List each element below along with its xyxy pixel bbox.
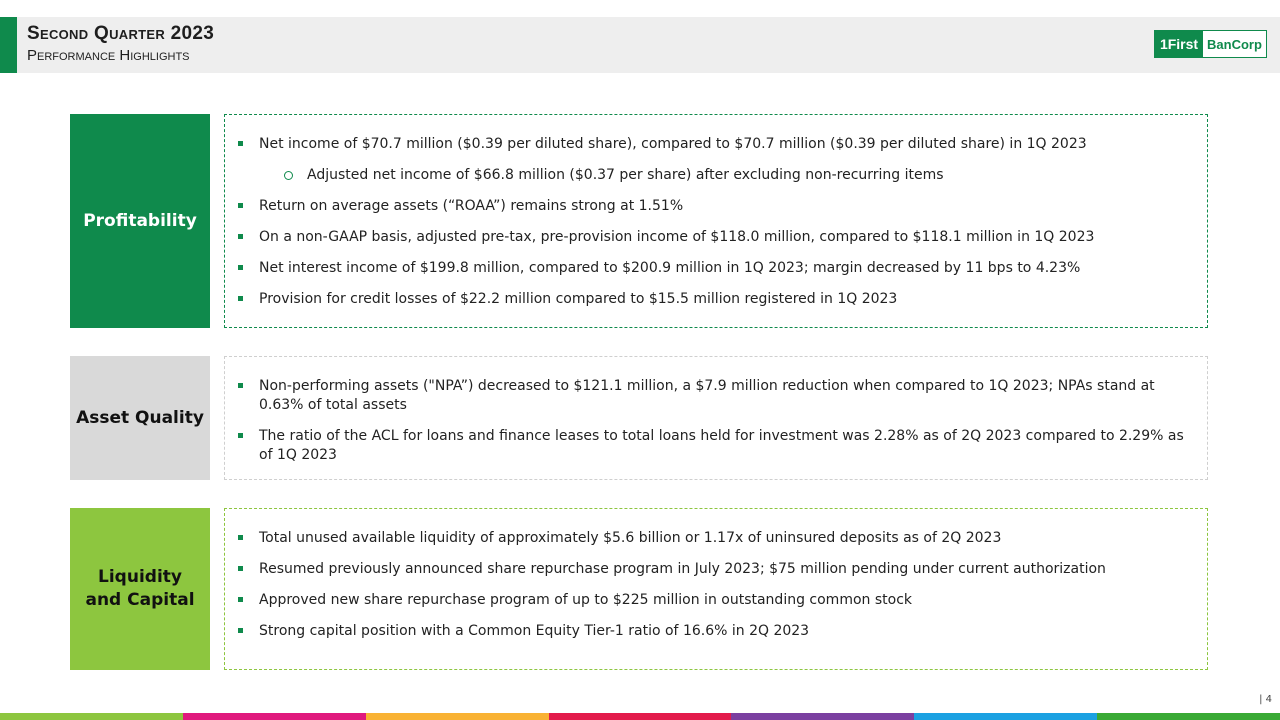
square-bullet-icon <box>238 265 243 270</box>
page-subtitle: Performance Highlights <box>27 47 190 64</box>
logo-mark: 1First <box>1155 31 1203 57</box>
list-item: Adjusted net income of $66.8 million ($0.37 per share) after excluding non-recurring items <box>238 166 1191 185</box>
list-item: Provision for credit losses of $22.2 million compared to $15.5 million registered in 1Q 2023 <box>238 290 1191 309</box>
circle-bullet-icon <box>284 171 293 180</box>
page-number: | 4 <box>1259 694 1272 705</box>
footer-color-stripe <box>0 713 1280 720</box>
list-item: The ratio of the ACL for loans and finance leases to total loans held for investment was 2.28% as of 2Q 2023 compared to 2.29% as of 1Q 2023 <box>238 427 1191 465</box>
square-bullet-icon <box>238 628 243 633</box>
footer-stripe-segment <box>1097 713 1280 720</box>
footer-stripe-segment <box>183 713 366 720</box>
section-asset-quality <box>70 356 1208 480</box>
square-bullet-icon <box>238 383 243 388</box>
section-profitability <box>70 114 1208 328</box>
footer-stripe-segment <box>549 713 732 720</box>
header-accent <box>0 17 17 73</box>
list-item: Approved new share repurchase program of up to $225 million in outstanding common stock <box>238 591 1191 610</box>
list-item: Total unused available liquidity of approximately $5.6 billion or 1.17x of uninsured deposits as of 2Q 2023 <box>238 529 1191 548</box>
section-label-asset-quality: Asset Quality <box>70 356 210 480</box>
square-bullet-icon <box>238 296 243 301</box>
section-label-profitability: Profitability <box>70 114 210 328</box>
footer-stripe-segment <box>914 713 1097 720</box>
section-liquidity-capital <box>70 508 1208 670</box>
list-item: Net interest income of $199.8 million, compared to $200.9 million in 1Q 2023; margin decreased by 11 bps to 4.23% <box>238 259 1191 278</box>
list-item: Net income of $70.7 million ($0.39 per diluted share), compared to $70.7 million ($0.39 per diluted share) in 1Q 2023 <box>238 135 1191 154</box>
section-content-liquidity-capital <box>224 508 1208 670</box>
list-item: Resumed previously announced share repurchase program in July 2023; $75 million pending under current authorization <box>238 560 1191 579</box>
logo-text: BanCorp <box>1203 31 1266 57</box>
list-item: Non-performing assets ("NPA”) decreased to $121.1 million, a $7.9 million reduction when compared to 1Q 2023; NPAs stand at 0.63% of total assets <box>238 377 1191 415</box>
page-title: Second Quarter 2023 <box>27 23 215 44</box>
footer-stripe-segment <box>0 713 183 720</box>
section-content-profitability <box>224 114 1208 328</box>
list-item: Return on average assets (“ROAA”) remains strong at 1.51% <box>238 197 1191 216</box>
section-content-asset-quality <box>224 356 1208 480</box>
square-bullet-icon <box>238 597 243 602</box>
square-bullet-icon <box>238 535 243 540</box>
section-label-liquidity-capital: Liquidity and Capital <box>70 508 210 670</box>
square-bullet-icon <box>238 433 243 438</box>
list-item: Strong capital position with a Common Equity Tier-1 ratio of 16.6% in 2Q 2023 <box>238 622 1191 641</box>
company-logo <box>1154 30 1267 58</box>
list-item: On a non-GAAP basis, adjusted pre-tax, pre-provision income of $118.0 million, compared to $118.1 million in 1Q 2023 <box>238 228 1191 247</box>
header-bar <box>0 17 1280 73</box>
footer-stripe-segment <box>366 713 549 720</box>
square-bullet-icon <box>238 566 243 571</box>
square-bullet-icon <box>238 234 243 239</box>
square-bullet-icon <box>238 203 243 208</box>
footer-stripe-segment <box>731 713 914 720</box>
square-bullet-icon <box>238 141 243 146</box>
